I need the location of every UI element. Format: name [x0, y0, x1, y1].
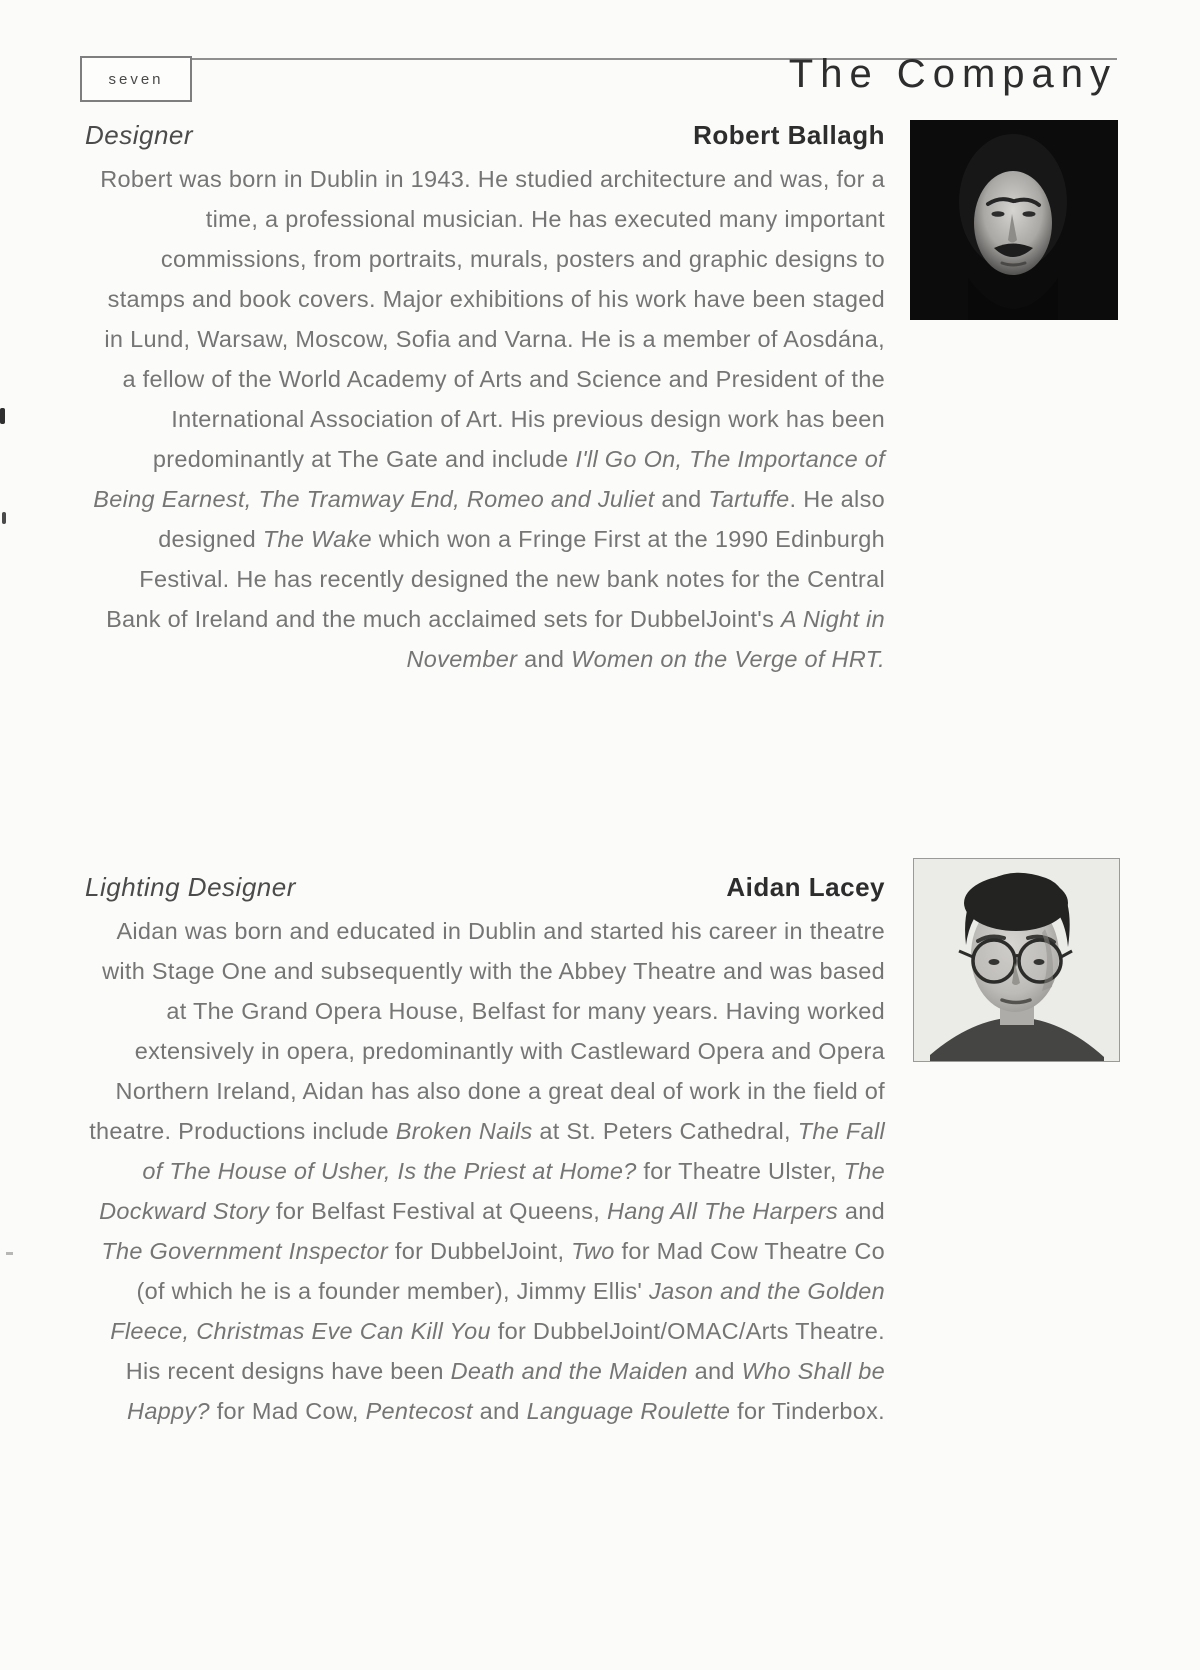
portrait-photo-robert-ballagh	[910, 120, 1118, 320]
aidan-lacey-portrait-image	[914, 859, 1119, 1061]
section-lighting-designer	[85, 872, 885, 1431]
section-designer	[85, 120, 885, 679]
bio-text-robert-ballagh: Robert was born in Dublin in 1943. He studied architecture and was, for a time, a professional musician. He has executed many important commissions, from portraits, murals, posters and graphic designs to stamps and book covers. Major exhibitions of his work have been staged in Lund, Warsaw, Moscow, Sofia and Varna. He is a member of Aosdána, a fellow of the World Academy of Arts and Science and President of the International Association of Art. His previous design work has been predominantly at The Gate and include I'll Go On, The Importance of Being Earnest, The Tramway End, Romeo and Juliet and Tartuffe. He also designed The Wake which won a Fringe First at the 1990 Edinburgh Festival. He has recently designed the new bank notes for the Central Bank of Ireland and the much acclaimed sets for DubbelJoint's A Night in November and Women on the Verge of HRT.	[93, 166, 885, 672]
person-name-robert-ballagh: Robert Ballagh	[693, 120, 885, 150]
page-number-label: seven	[108, 70, 164, 88]
person-name-aidan-lacey: Aidan Lacey	[726, 872, 885, 902]
portrait-photo-aidan-lacey	[913, 858, 1120, 1062]
scan-artifact	[6, 1252, 13, 1255]
section-header	[85, 120, 885, 151]
bio-text-aidan-lacey: Aidan was born and educated in Dublin and started his career in theatre with Stage One and subsequently with the Abbey Theatre and was based at The Grand Opera House, Belfast for many years. Having worked extensively in opera, predominantly with Castleward Opera and Opera Northern Ireland, Aidan has also done a great deal of work in the field of theatre. Productions include Broken Nails at St. Peters Cathedral, The Fall of The House of Usher, Is the Priest at Home? for Theatre Ulster, The Dockward Story for Belfast Festival at Queens, Hang All The Harpers and The Government Inspector for DubbelJoint, Two for Mad Cow Theatre Co (of which he is a founder member), Jimmy Ellis' Jason and the Golden Fleece, Christmas Eve Can Kill You for DubbelJoint/OMAC/Arts Theatre. His recent designs have been Death and the Maiden and Who Shall be Happy? for Mad Cow, Pentecost and Language Roulette for Tinderbox.	[89, 918, 885, 1424]
role-label-designer: Designer	[85, 120, 194, 150]
section-header	[85, 872, 885, 903]
page-number-box	[80, 56, 192, 102]
scan-artifact	[0, 408, 5, 424]
page-title: The Company	[788, 52, 1117, 96]
scan-artifact	[2, 512, 6, 524]
robert-ballagh-portrait-image	[910, 120, 1118, 320]
role-label-lighting-designer: Lighting Designer	[85, 872, 296, 902]
